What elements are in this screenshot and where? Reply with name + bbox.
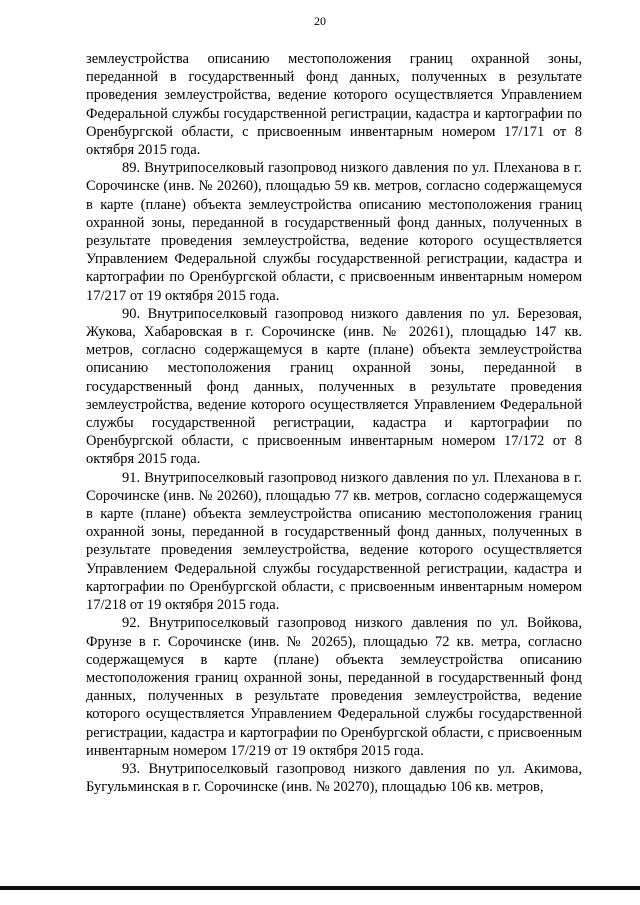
paragraph-89: 89. Внутрипоселковый газопровод низкого давления по ул. Плеханова в г. Сорочинске (инв. № 20260), площадью 59 кв. метров, согласно содержащемуся в карте (плане) объекта землеустройства описанию местоположения границ охранной зоны, переданной в государственный фонд данных, полученных в результате проведения землеустройства, ведение которого осуществляется Управлением Федеральной службы государственной регистрации, кадастра и картографии по Оренбургской области, с присвоенным инвентарным номером 17/217 от 19 октября 2015 года. (86, 160, 582, 304)
bottom-scan-border (0, 886, 640, 890)
paragraph-93: 93. Внутрипоселковый газопровод низкого давления по ул. Акимова, Бугульминская в г. Сорочинске (инв. № 20270), площадью 106 кв. метров, (86, 760, 582, 796)
paragraph-92: 92. Внутрипоселковый газопровод низкого давления по ул. Войкова, Фрунзе в г. Сорочинске (инв. № 20265), площадью 72 кв. метра, согласно содержащемуся в карте (плане) объекта землеустройства описанию местоположения границ охранной зоны, переданной в государственный фонд данных, полученных в результате проведения землеустройства, ведение которого осуществляется Управлением Федеральной службы государственной регистрации, кадастра и картографии по Оренбургской области, с присвоенным инвентарным номером 17/219 от 19 октября 2015 года. (86, 615, 582, 759)
document-body (86, 50, 582, 796)
paragraph-90: 90. Внутрипоселковый газопровод низкого давления по ул. Березовая, Жукова, Хабаровская в г. Сорочинске (инв. № 20261), площадью 147 кв. метров, согласно содержащемуся в карте (плане) объекта землеустройства описанию местоположения границ охранной зоны, переданной в государственный фонд данных, полученных в результате проведения землеустройства, ведение которого осуществляется Управлением Федеральной службы государственной регистрации, кадастра и картографии по Оренбургской области, с присвоенным инвентарным номером 17/172 от 8 октября 2015 года. (86, 305, 582, 468)
paragraph-91: 91. Внутрипоселковый газопровод низкого давления по ул. Плеханова в г. Сорочинске (инв. № 20260), площадью 77 кв. метров, согласно содержащемуся в карте (плане) объекта землеустройства описанию местоположения границ охранной зоны, переданной в государственный фонд данных, полученных в результате проведения землеустройства, ведение которого осуществляется Управлением Федеральной службы государственной регистрации, кадастра и картографии по Оренбургской области, с присвоенным инвентарным номером 17/218 от 19 октября 2015 года. (86, 469, 582, 614)
page-number: 20 (314, 14, 326, 28)
paragraph-88-continuation: землеустройства описанию местоположения границ охранной зоны, переданной в государственный фонд данных, полученных в результате проведения землеустройства, ведение которого осуществляется Управлением Федеральной службы государственной регистрации, кадастра и картографии по Оренбургской области, с присвоенным инвентарным номером 17/171 от 8 октября 2015 года. (86, 51, 582, 159)
